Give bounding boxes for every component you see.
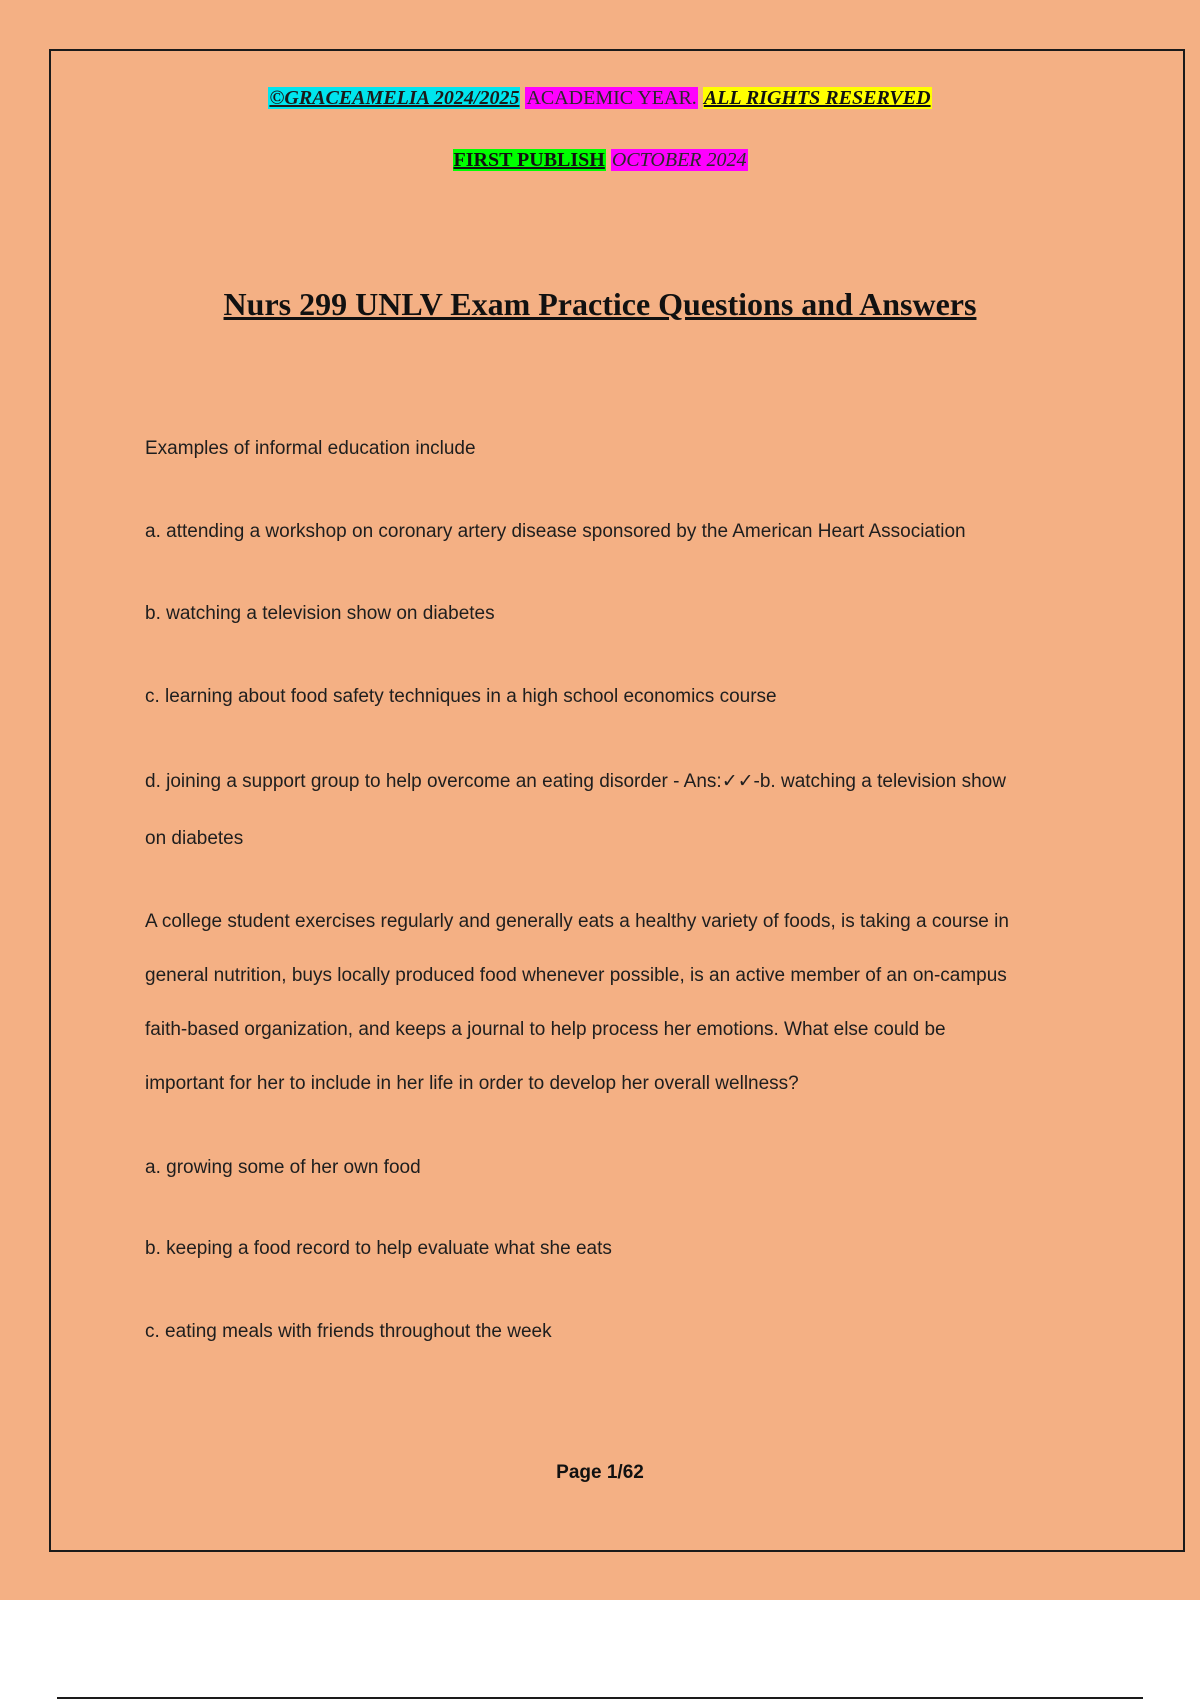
- publish-date-text: OCTOBER 2024: [611, 149, 747, 171]
- rights-reserved-text: ALL RIGHTS RESERVED: [703, 87, 931, 109]
- question-2-option-a: a. growing some of her own food: [145, 1157, 421, 1178]
- question-2-option-c: c. eating meals with friends throughout the week: [145, 1321, 552, 1342]
- question-2-prompt-line-2: general nutrition, buys locally produced food whenever possible, is an active member of an on-campus: [145, 965, 1007, 986]
- question-2-option-b: b. keeping a food record to help evaluate what she eats: [145, 1238, 612, 1259]
- question-1-option-b: b. watching a television show on diabetes: [145, 603, 495, 624]
- question-1-prompt: Examples of informal education include: [145, 438, 476, 459]
- question-2-prompt-line-1: A college student exercises regularly and generally eats a healthy variety of foods, is taking a course in: [145, 911, 1009, 932]
- question-2-prompt-line-3: faith-based organization, and keeps a journal to help process her emotions. What else could be: [145, 1019, 946, 1040]
- academic-year-text: ACADEMIC YEAR.: [526, 87, 697, 109]
- first-publish-text: FIRST PUBLISH: [453, 149, 605, 171]
- document-title: Nurs 299 UNLV Exam Practice Questions and Answers: [223, 286, 977, 322]
- question-2-prompt-line-4: important for her to include in her life in order to develop her overall wellness?: [145, 1073, 799, 1094]
- question-1-option-d-answer: d. joining a support group to help overcome an eating disorder - Ans:✓✓-b. watching a television show: [145, 771, 1006, 792]
- question-1-option-a: a. attending a workshop on coronary artery disease sponsored by the American Heart Association: [145, 521, 966, 542]
- publish-line: [0, 147, 1200, 173]
- copyright-line: [0, 85, 1200, 111]
- question-1-answer-continued: on diabetes: [145, 828, 244, 849]
- copyright-text: ©GRACEAMELIA 2024/2025: [269, 87, 520, 109]
- question-1-option-c: c. learning about food safety techniques in a high school economics course: [145, 686, 777, 707]
- next-page-rule: [57, 1697, 1143, 1699]
- page-number: Page 1/62: [556, 1462, 644, 1483]
